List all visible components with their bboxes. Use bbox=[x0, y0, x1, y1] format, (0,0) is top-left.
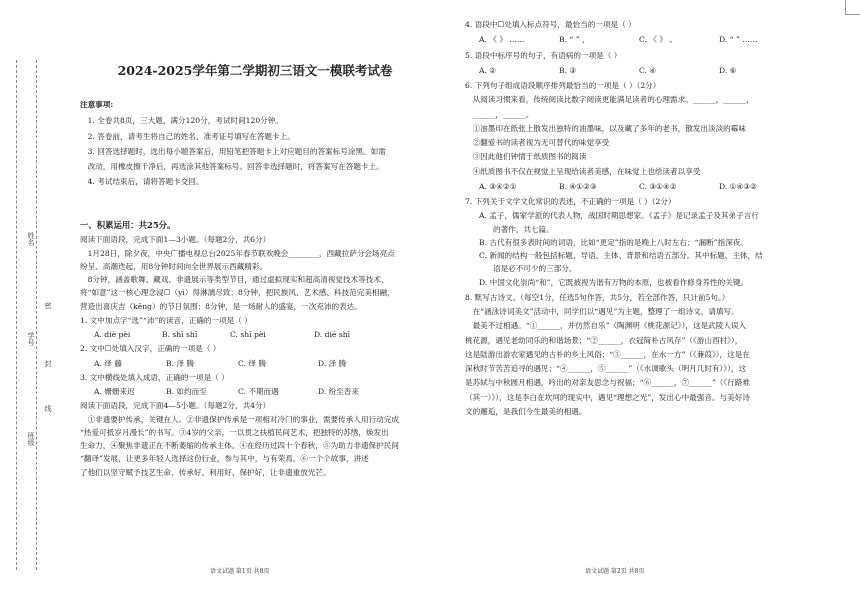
notice-item: 改动，用橡皮擦干净后，再选涂其他答案标号。回答非选择题时，将答案写在答题卡上。 bbox=[87, 162, 384, 171]
option: D. ①④③② bbox=[719, 181, 757, 191]
q8-body: 文的邂逅，是我们今生最美的相遇。 bbox=[465, 406, 587, 416]
question-2-options bbox=[80, 359, 430, 369]
q6-body: ______，______。 bbox=[472, 109, 534, 119]
q6-body: 从阅读习惯来看，传统阅读比数字阅读更能满足读者的心理需求。______，______， bbox=[472, 95, 754, 105]
option: C. ③①④② bbox=[639, 181, 677, 191]
question-3: 3. 文中横线处填入成语，正确的一项是（ ） bbox=[80, 372, 229, 382]
option: D. 泽 腾 bbox=[318, 358, 347, 368]
exam-title: 2024-2025学年第二学期初三语文一模联考试卷 bbox=[117, 63, 393, 78]
binding-dashed-line bbox=[36, 60, 37, 570]
binding-label-name: 姓名 bbox=[27, 232, 35, 246]
passage-line: ①非遗要护传承，关键在人。②非遗保护传承是一项相对冷门的事业，需要传承人用行动完成 bbox=[87, 414, 399, 424]
passage-line: 1月28日，除夕夜，中央广播电视总台2025年春节联欢晚会________，西藏拉萨分会场亮点 bbox=[87, 248, 395, 258]
passage-line: 8分钟，涵盖歌舞、藏戏、非遗展示等类型节目，通过虚拟现实和超高清视觉技术等技术， bbox=[87, 275, 389, 285]
option: C. 不期而遇 bbox=[238, 387, 279, 397]
notice-block bbox=[80, 100, 430, 188]
option: B. ③ bbox=[559, 65, 577, 75]
right-column bbox=[465, 0, 800, 596]
option: C. shī pèi bbox=[230, 330, 266, 340]
page-corner bbox=[845, 0, 860, 15]
option: A. ② bbox=[479, 65, 497, 75]
question-1: 1. 文中加点字“选”“沛”的读音，正确的一项是（ ） bbox=[80, 315, 252, 325]
q8-body: 深秋时节苦苦追寻的遇见；“④______，⑤______”（《水调歌头（明月几时有）》），这 bbox=[465, 364, 747, 373]
option: D. dié shī bbox=[314, 330, 351, 340]
question-1-options bbox=[80, 330, 430, 340]
q7-option: D. 中国文化崇尚“和”，它既被视为谐有万物的本原，也被看作修身养性的关键。 bbox=[479, 277, 748, 287]
option: A. 《 》 …… bbox=[479, 35, 525, 45]
option: B. “ ” ， bbox=[559, 35, 590, 45]
question-5: 5. 语段中标序号的句子，有语病的一项是（ ） bbox=[465, 50, 622, 60]
q6-sentence: ④纸质图书不仅在视觉上呈现给读者美感，在味觉上也给读者以享受 bbox=[472, 166, 701, 176]
option: D. “ ” …… bbox=[719, 35, 758, 45]
instruction: 阅读下面语段，完成下面4—5小题。（每题2分，共4分） bbox=[80, 401, 271, 411]
notice-item: 4. 考试结束后，请将答题卡交回。 bbox=[87, 177, 204, 187]
question-3-options bbox=[80, 387, 430, 397]
section-one bbox=[80, 220, 430, 478]
binding-label-id: 学号 bbox=[27, 332, 35, 346]
q6-sentence: ①油墨印在纸张上散发出独特的油墨味，以及藏了多年的老书，散发出淡淡的霉味 bbox=[472, 123, 746, 133]
right-questions bbox=[465, 20, 800, 417]
question-2: 2. 文中☐处填入汉字，正确的一项是（ ） bbox=[80, 344, 221, 354]
q6-sentence: ②翻爱书的读者视为无可替代的味觉享受 bbox=[472, 138, 610, 147]
binding-label-seal2: 封 bbox=[44, 360, 52, 367]
question-4-options bbox=[465, 35, 800, 45]
option: D. 纷至沓来 bbox=[318, 387, 360, 397]
option: C. 绎 腾 bbox=[238, 358, 266, 368]
section-heading: 一、积累运用：共25分。 bbox=[80, 220, 176, 230]
q7-option: 语是必不可少的三部分。 bbox=[493, 264, 577, 274]
passage-line: 纷呈、高潮迭起，用8分钟时间向全世界展示西藏精彩。 bbox=[80, 261, 268, 271]
q6-sentence: ③因此他们钟情于纸质图书的阅读 bbox=[472, 152, 587, 162]
passage-line: 生命力，④聚焦非遗正在不断萎缩的传承主体。④在经历过四十个春秋，⑤为助力非遗保护民间 bbox=[80, 441, 399, 451]
question-5-options bbox=[465, 66, 800, 76]
option: D. ⑥ bbox=[719, 65, 737, 75]
q8-body: 这是陆游出游农家遇见的古朴的乡土风俗；“③______，在水一方”（《蒹葭》），这是在 bbox=[465, 349, 750, 359]
q8-body: 最美不过相遇。“①______，并仿然自乐”（陶渊明《桃花源记》），这是武陵人误入 bbox=[472, 321, 747, 331]
option: B. ④①②③ bbox=[559, 181, 597, 191]
q7-option: A. 孟子，儒家学派的代表人物，战国时期思想家。《孟子》是记录孟子及其弟子言行 bbox=[479, 211, 759, 221]
question-6-options bbox=[465, 182, 800, 192]
passage-line: 了他们以坚守赋予技艺生命，传承好、利用好、保护好，让非遗重放光芒。 bbox=[80, 467, 331, 477]
passage-line: “热爱可抵岁月漫长”的书写。③4岁的父亲，一以贯之扶植民间艺术，把独特的苏绣，焕发出 bbox=[80, 427, 389, 437]
option: B. shī shī bbox=[162, 330, 198, 340]
option: C. ④ bbox=[639, 65, 657, 75]
page-footer-right: 语文试题 第2页 共8页 bbox=[585, 567, 645, 575]
binding-label-seal3: 线 bbox=[44, 405, 52, 412]
question-8: 8. 默写古诗文。（每空1分，任选5句作答，共5分，若全部作答，只计前5句。） bbox=[465, 292, 730, 302]
notice-item: 2. 答卷前，请考生将自己的姓名、准考证号填写在答题卡上。 bbox=[87, 131, 295, 141]
passage-line: 将“如意”这一核心理念浸☐（yì）得淋漓尽致；8分钟，把民族风、艺术感、科技范完美相融， bbox=[80, 288, 395, 298]
q8-body: 是苏轼与中秋圆月相遇，吟出的对亲友思念与祝福；“⑥______，⑦______”（《行路难 bbox=[465, 378, 750, 388]
notice-item: 3. 回答选择题时，选出每小题答案后，用铅笔把答题卡上对应题目的答案标号涂黑。如需 bbox=[87, 146, 386, 156]
page-footer-left: 语文试题 第1页 共8页 bbox=[210, 567, 270, 575]
option: B. 泽 腾 bbox=[166, 358, 195, 368]
question-7: 7. 下列关于文学文化常识的表述，不正确的一项是（ ）（2分） bbox=[465, 197, 676, 206]
q8-body: 在“涵泳诗词美文”活动中，同学们以“遇见”为主题，整理了一组诗文，请填写。 bbox=[472, 307, 739, 316]
binding-dashed-line bbox=[16, 60, 17, 570]
passage-line: 营造出喜庆吉（kěng）的节日氛围；8分钟，是一场耐人的盛宴，一次充沛的表达。 bbox=[80, 301, 362, 311]
instruction: 阅读下面语段，完成下面1—3小题。（每题2分，共6分） bbox=[80, 235, 271, 245]
option: C. 《 》 。 bbox=[639, 35, 677, 45]
question-6: 6. 下列句子组成语段顺序排列最恰当的一项是（ ）（2分） bbox=[465, 81, 661, 90]
binding-margin bbox=[6, 60, 52, 570]
passage-line: “翻译”发展，让更多年轻人选择这份行业，参与其中，与有荣焉。⑥一个个故事，讲述 bbox=[80, 454, 369, 464]
binding-label-class: 班级 bbox=[27, 432, 35, 446]
q7-option: 的著作，共七篇。 bbox=[493, 224, 554, 234]
option: B. 如约而至 bbox=[166, 387, 207, 397]
notice-item: 1. 全卷共8页，三大题，满分120分，考试时间120分钟。 bbox=[87, 116, 283, 126]
binding-label-seal1: 密 bbox=[44, 302, 52, 309]
option: A. 绎 藤 bbox=[94, 358, 122, 368]
question-4: 4. 语段中☐处填入标点符号，最恰当的一项是（ ） bbox=[465, 20, 636, 29]
option: A. diè pèi bbox=[94, 330, 131, 340]
option: A. ③④②① bbox=[479, 181, 517, 191]
left-column bbox=[80, 0, 430, 596]
option: A. 姗姗来迟 bbox=[94, 387, 135, 397]
q8-body: 桃花源，遇见老幼同乐的和谐场景；“②______，衣冠简朴古风存”（《游山西村》）， bbox=[465, 335, 743, 345]
q7-option: C. 新闻的结构一般包括标题、导语、主体、背景和结语五部分。其中标题、主体，结 bbox=[479, 251, 763, 260]
notice-heading: 注意事项: bbox=[80, 100, 114, 109]
q7-option: B. 古代有很多表时间的词语，比如“更定”指的是晚上八时左右；“漏断”指深夜。 bbox=[479, 237, 748, 247]
q8-body: （其一）》），这是李白在坎坷的现实中，遇见“理想之光”，发出心中最强音。与美好诗 bbox=[465, 392, 750, 402]
